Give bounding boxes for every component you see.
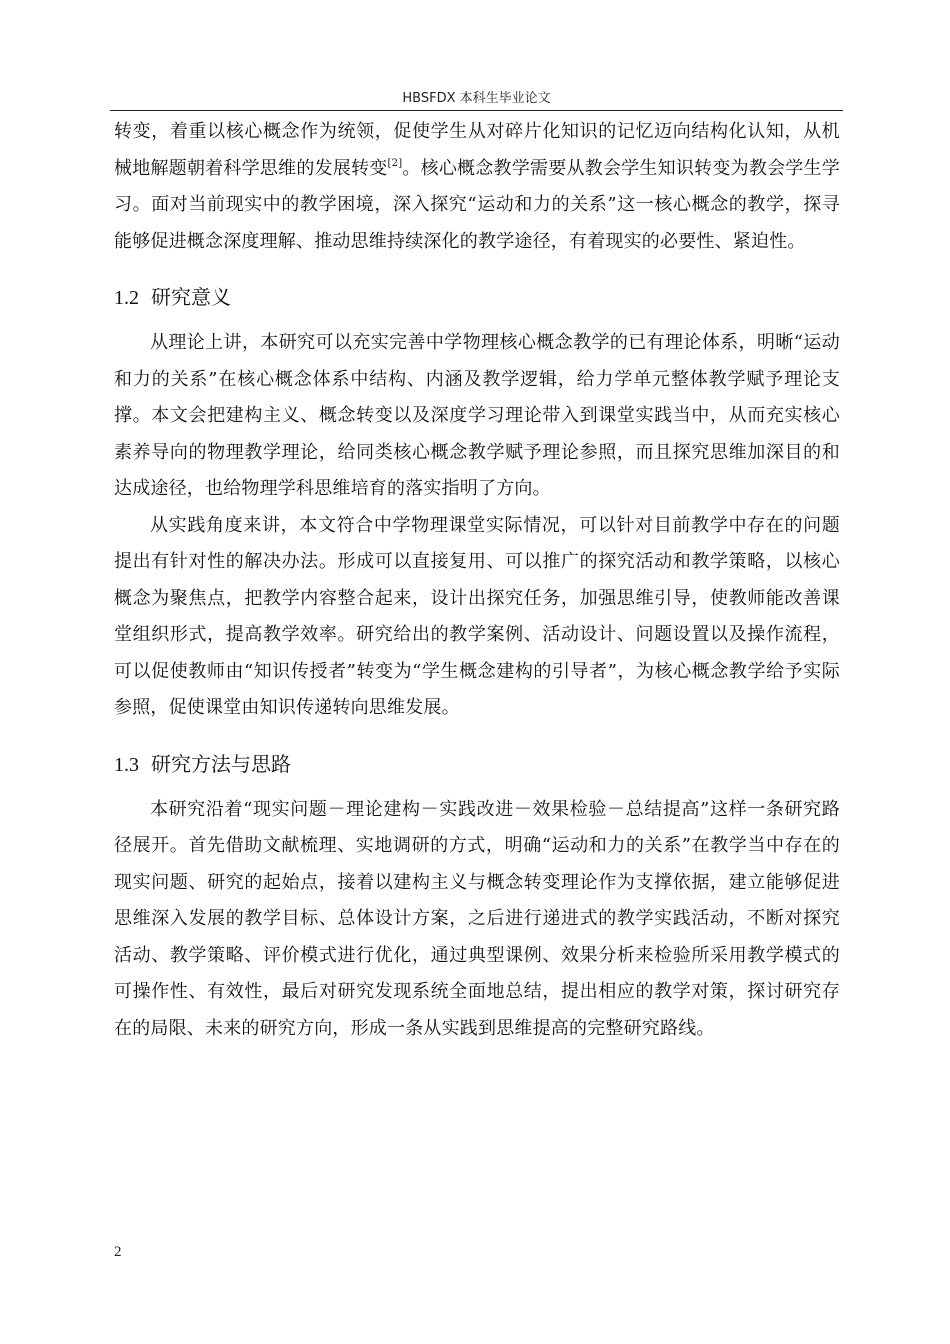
page-number: 2 — [114, 1244, 122, 1260]
header-rule — [110, 110, 843, 111]
paragraph-theory: 从理论上讲，本研究可以充实完善中学物理核心概念教学的已有理论体系，明晰“运动和力的关系”在核心概念体系中结构、内涵及教学逻辑，给力学单元整体教学赋予理论支撑。本文会把建构主义、概念转变以及深度学习理论带入到课堂实践当中，从而充实核心素养导向的物理教学理论，给同类核心概念教学赋予理论参照，而且探究思维加深目的和达成途径，也给物理学科思维培育的落实指明了方向。 — [114, 332, 840, 499]
intro-text-after-cite: 。核心概念教学需要从教会学生知识转变为教会学生学习。面对当前现实中的教学困境，深入探究“运动和力的关系”这一核心概念的教学，探寻能够促进概念深度理解、推动思维持续深化的教学途径，有着现实的必要性、紧迫性。 — [114, 157, 840, 252]
paragraph-practice: 从实践角度来讲，本文符合中学物理课堂实际情况，可以针对目前教学中存在的问题提出有针对性的解决办法。形成可以直接复用、可以推广的探究活动和教学策略，以核心概念为聚焦点，把教学内容整合起来，设计出探究任务，加强思维引导，使教师能改善课堂组织形式，提高教学效率。研究给出的教学案例、活动设计、问题设置以及操作流程，可以促使教师由“知识传授者”转变为“学生概念建构的引导者”，为核心概念教学给予实际参照，促使课堂由知识传递转向思维发展。 — [114, 514, 840, 718]
paragraph-method: 本研究沿着“现实问题－理论建构－实践改进－效果检验－总结提高”这样一条研究路径展开。首先借助文献梳理、实地调研的方式，明确“运动和力的关系”在教学当中存在的现实问题、研究的起始点，接着以建构主义与概念转变理论作为支撑依据，建立能够促进思维深入发展的教学目标、总体设计方案，之后进行递进式的教学实践活动，不断对探究活动、教学策略、评价模式进行优化，通过典型课例、效果分析来检验所采用教学模式的可操作性、有效性，最后对研究发现系统全面地总结，提出相应的教学对策，探讨研究存在的局限、未来的研究方向，形成一条从实践到思维提高的完整研究路线。 — [114, 798, 840, 1039]
citation-ref: [2] — [387, 157, 403, 169]
section-heading-1-2 — [114, 282, 840, 312]
page-body — [114, 114, 840, 1047]
section-number: 1.2 — [114, 287, 139, 309]
intro-text-before-cite: 转变，着重以核心概念作为统领，促使学生从对碎片化知识的记忆迈向结构化认知，从机械地解题朝着科学思维的发展转变 — [114, 121, 840, 179]
running-header: HBSFDX 本科生毕业论文 — [402, 91, 551, 106]
section-title: 研究方法与思路 — [151, 751, 291, 776]
section-heading-1-3 — [114, 749, 840, 779]
intro-paragraph — [114, 114, 840, 260]
section-title: 研究意义 — [151, 285, 231, 309]
section-number: 1.3 — [114, 753, 139, 776]
